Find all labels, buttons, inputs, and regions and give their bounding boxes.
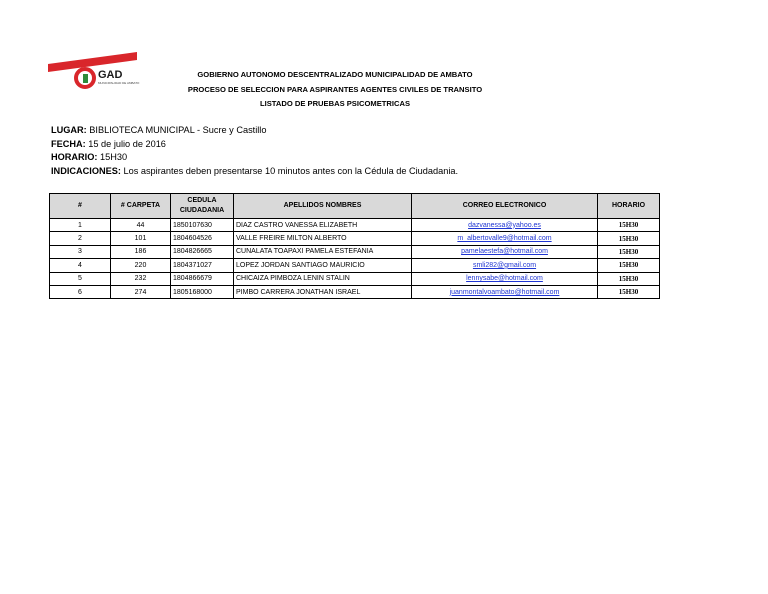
cell-horario: 15H30 bbox=[598, 219, 660, 232]
cell-correo-link[interactable]: smli282@gmail.com bbox=[412, 259, 598, 272]
cell-cedula: 1850107630 bbox=[171, 219, 234, 232]
cell-nombres: PIMBO CARRERA JONATHAN ISRAEL bbox=[234, 285, 412, 298]
cell-horario: 15H30 bbox=[598, 285, 660, 298]
cell-carpeta: 274 bbox=[111, 285, 171, 298]
cell-horario: 15H30 bbox=[598, 232, 660, 245]
cell-correo-link[interactable]: pamelaestefa@hotmail.com bbox=[412, 245, 598, 258]
col-header-correo: CORREO ELECTRONICO bbox=[412, 194, 598, 219]
document-header bbox=[180, 68, 490, 112]
cell-nombres: VALLE FREIRE MILTON ALBERTO bbox=[234, 232, 412, 245]
lugar-label: LUGAR: bbox=[51, 125, 87, 135]
gad-logo bbox=[48, 50, 140, 92]
cell-carpeta: 220 bbox=[111, 259, 171, 272]
cell-num: 3 bbox=[50, 245, 111, 258]
fecha-line bbox=[51, 138, 458, 152]
col-header-carpeta: # CARPETA bbox=[111, 194, 171, 219]
cell-num: 5 bbox=[50, 272, 111, 285]
cell-nombres: CUNALATA TOAPAXI PAMELA ESTEFANIA bbox=[234, 245, 412, 258]
cell-num: 1 bbox=[50, 219, 111, 232]
cell-carpeta: 232 bbox=[111, 272, 171, 285]
table-header-row bbox=[50, 194, 660, 219]
col-header-cedula-line2: CIUDADANIA bbox=[179, 207, 225, 214]
indicaciones-value: Los aspirantes deben presentarse 10 minutos antes con la Cédula de Ciudadania. bbox=[120, 165, 459, 176]
cell-num: 4 bbox=[50, 259, 111, 272]
table-row bbox=[50, 272, 660, 285]
event-info bbox=[51, 124, 458, 178]
col-header-cedula bbox=[171, 194, 234, 219]
cell-num: 6 bbox=[50, 285, 111, 298]
table-row bbox=[50, 259, 660, 272]
cell-correo-link[interactable]: juanmontalvoambato@hotmail.com bbox=[412, 285, 598, 298]
fecha-label: FECHA: bbox=[51, 138, 86, 149]
cell-correo-link[interactable]: m_albertovalle9@hotmail.com bbox=[412, 232, 598, 245]
header-line-2: PROCESO DE SELECCION PARA ASPIRANTES AGENTES CIVILES DE TRANSITO bbox=[187, 84, 483, 94]
cell-correo-link[interactable]: lennysabe@hotmail.com bbox=[412, 272, 598, 285]
cell-cedula: 1804826665 bbox=[171, 245, 234, 258]
cell-cedula: 1804866679 bbox=[171, 272, 234, 285]
cell-carpeta: 186 bbox=[111, 245, 171, 258]
indicaciones-line bbox=[51, 165, 458, 179]
horario-label: HORARIO: bbox=[51, 152, 98, 162]
cell-carpeta: 44 bbox=[111, 219, 171, 232]
indicaciones-label: INDICACIONES: bbox=[51, 165, 121, 176]
cell-num: 2 bbox=[50, 232, 111, 245]
cell-correo-link[interactable]: dazvanessa@yahoo.es bbox=[412, 219, 598, 232]
cell-carpeta: 101 bbox=[111, 232, 171, 245]
cell-horario: 15H30 bbox=[598, 272, 660, 285]
col-header-nombres: APELLIDOS NOMBRES bbox=[234, 194, 412, 219]
cell-horario: 15H30 bbox=[598, 259, 660, 272]
col-header-cedula-line1: CEDULA bbox=[187, 197, 217, 204]
cell-horario: 15H30 bbox=[598, 245, 660, 258]
lugar-line bbox=[51, 124, 458, 138]
table-row bbox=[50, 219, 660, 232]
cell-nombres: DIAZ CASTRO VANESSA ELIZABETH bbox=[234, 219, 412, 232]
logo-subtext: MUNICIPALIDAD DE AMBATO bbox=[98, 81, 140, 85]
cell-nombres: CHICAIZA PIMBOZA LENIN STALIN bbox=[234, 272, 412, 285]
horario-value: 15H30 bbox=[97, 152, 128, 162]
applicants-table bbox=[49, 193, 660, 299]
header-line-3: LISTADO DE PRUEBAS PSICOMETRICAS bbox=[259, 99, 411, 108]
table-row bbox=[50, 245, 660, 258]
cell-cedula: 1804604526 bbox=[171, 232, 234, 245]
logo-text: GAD bbox=[98, 69, 123, 81]
cell-nombres: LOPEZ JORDAN SANTIAGO MAURICIO bbox=[234, 259, 412, 272]
table-row bbox=[50, 285, 660, 298]
col-header-num: # bbox=[50, 194, 111, 219]
header-line-1: GOBIERNO AUTONOMO DESCENTRALIZADO MUNICIPALIDAD DE AMBATO bbox=[197, 70, 473, 79]
fecha-value: 15 de julio de 2016 bbox=[85, 138, 166, 149]
cell-cedula: 1804371027 bbox=[171, 259, 234, 272]
horario-line bbox=[51, 151, 458, 165]
table-row bbox=[50, 232, 660, 245]
lugar-value: BIBLIOTECA MUNICIPAL - Sucre y Castillo bbox=[86, 125, 267, 135]
col-header-horario: HORARIO bbox=[598, 194, 660, 219]
cell-cedula: 1805168000 bbox=[171, 285, 234, 298]
